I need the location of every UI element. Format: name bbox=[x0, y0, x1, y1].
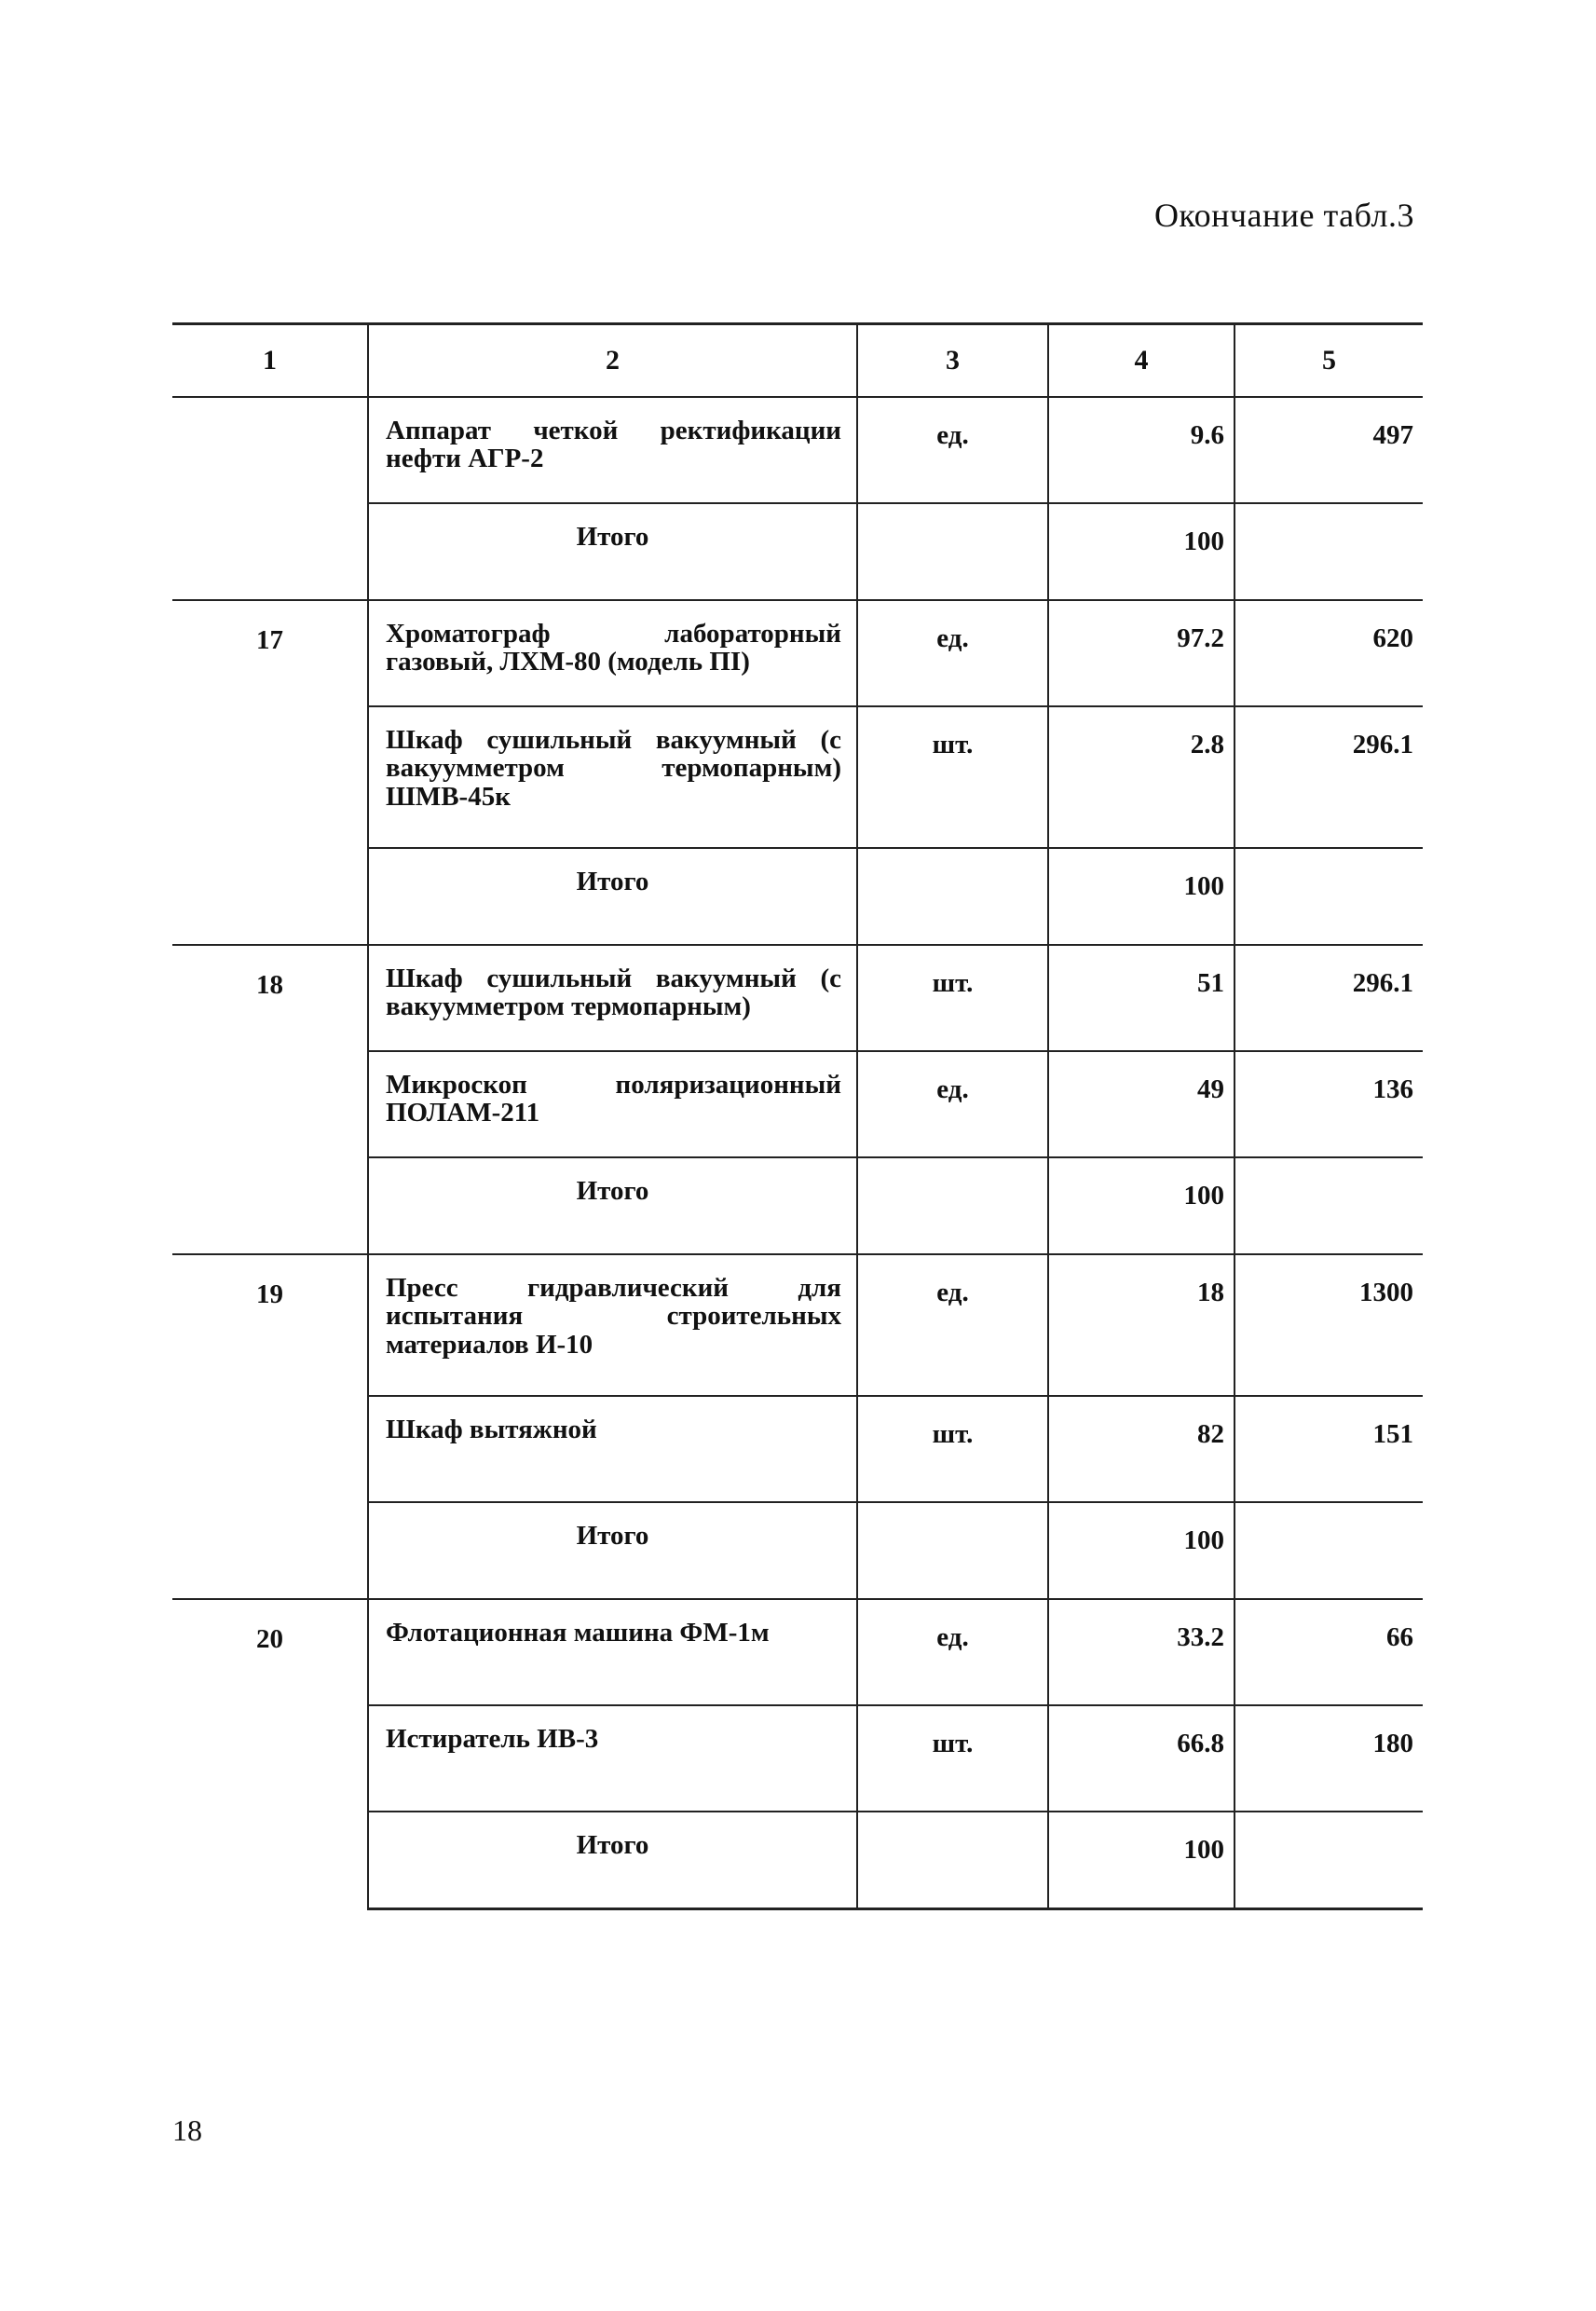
group-number: 18 bbox=[172, 945, 368, 1254]
column-header-3: 3 bbox=[857, 324, 1048, 398]
item-col4: 2.8 bbox=[1048, 706, 1235, 848]
column-header-4: 4 bbox=[1048, 324, 1235, 398]
total-col5 bbox=[1235, 1157, 1423, 1254]
total-col5 bbox=[1235, 848, 1423, 945]
item-col4: 9.6 bbox=[1048, 397, 1235, 503]
column-header-1: 1 bbox=[172, 324, 368, 398]
item-name: Шкаф вытяжной bbox=[368, 1396, 857, 1502]
item-col5: 151 bbox=[1235, 1396, 1423, 1502]
item-unit bbox=[857, 503, 1048, 600]
item-unit bbox=[857, 1502, 1048, 1599]
total-col4: 100 bbox=[1048, 503, 1235, 600]
item-name: Пресс гидравлический для испытания строительных материалов И-10 bbox=[368, 1254, 857, 1396]
item-unit: ед. bbox=[857, 1051, 1048, 1157]
item-name: Аппарат четкой ректификации нефти АГР-2 bbox=[368, 397, 857, 503]
item-col5: 497 bbox=[1235, 397, 1423, 503]
table-row bbox=[172, 397, 1423, 503]
item-col4: 33.2 bbox=[1048, 1599, 1235, 1705]
item-unit bbox=[857, 848, 1048, 945]
group-number bbox=[172, 397, 368, 600]
data-table bbox=[172, 322, 1423, 1910]
item-unit: шт. bbox=[857, 1705, 1048, 1812]
table-row bbox=[172, 1599, 1423, 1705]
total-label: Итого bbox=[368, 848, 857, 945]
column-header-2: 2 bbox=[368, 324, 857, 398]
total-col5 bbox=[1235, 1502, 1423, 1599]
item-col5: 620 bbox=[1235, 600, 1423, 706]
table-row bbox=[172, 1254, 1423, 1396]
item-unit: ед. bbox=[857, 1599, 1048, 1705]
item-col5: 136 bbox=[1235, 1051, 1423, 1157]
item-unit: ед. bbox=[857, 600, 1048, 706]
item-col5: 180 bbox=[1235, 1705, 1423, 1812]
item-unit: шт. bbox=[857, 1396, 1048, 1502]
page-number: 18 bbox=[172, 2113, 202, 2147]
total-col4: 100 bbox=[1048, 1812, 1235, 1909]
item-col4: 66.8 bbox=[1048, 1705, 1235, 1812]
item-unit bbox=[857, 1812, 1048, 1909]
item-unit: ед. bbox=[857, 1254, 1048, 1396]
item-name: Истиратель ИВ-3 bbox=[368, 1705, 857, 1812]
item-name: Флотационная машина ФМ-1м bbox=[368, 1599, 857, 1705]
total-label: Итого bbox=[368, 503, 857, 600]
item-col5: 296.1 bbox=[1235, 945, 1423, 1051]
item-unit: шт. bbox=[857, 706, 1048, 848]
item-col4: 18 bbox=[1048, 1254, 1235, 1396]
group-number: 20 bbox=[172, 1599, 368, 1909]
table-row bbox=[172, 600, 1423, 706]
item-name: Микроскоп поляризационный ПОЛАМ-211 bbox=[368, 1051, 857, 1157]
item-name: Шкаф сушильный вакуумный (с вакуумметром термопарным) ШМВ-45к bbox=[368, 706, 857, 848]
total-label: Итого bbox=[368, 1157, 857, 1254]
total-col4: 100 bbox=[1048, 1502, 1235, 1599]
group-number: 17 bbox=[172, 600, 368, 945]
item-col4: 49 bbox=[1048, 1051, 1235, 1157]
table-row bbox=[172, 945, 1423, 1051]
item-name: Шкаф сушильный вакуумный (с вакуумметром термопарным) bbox=[368, 945, 857, 1051]
group-number: 19 bbox=[172, 1254, 368, 1599]
item-col4: 82 bbox=[1048, 1396, 1235, 1502]
item-unit bbox=[857, 1157, 1048, 1254]
total-col5 bbox=[1235, 1812, 1423, 1909]
item-unit: шт. bbox=[857, 945, 1048, 1051]
total-label: Итого bbox=[368, 1502, 857, 1599]
item-name: Хроматограф лабораторный газовый, ЛХМ-80 (модель ПI) bbox=[368, 600, 857, 706]
item-col5: 66 bbox=[1235, 1599, 1423, 1705]
total-label: Итого bbox=[368, 1812, 857, 1909]
total-col5 bbox=[1235, 503, 1423, 600]
header-row bbox=[172, 324, 1423, 398]
column-header-5: 5 bbox=[1235, 324, 1423, 398]
item-col5: 1300 bbox=[1235, 1254, 1423, 1396]
item-col5: 296.1 bbox=[1235, 706, 1423, 848]
item-col4: 97.2 bbox=[1048, 600, 1235, 706]
item-col4: 51 bbox=[1048, 945, 1235, 1051]
table-caption: Окончание табл.3 bbox=[1153, 197, 1414, 234]
total-col4: 100 bbox=[1048, 848, 1235, 945]
item-unit: ед. bbox=[857, 397, 1048, 503]
total-col4: 100 bbox=[1048, 1157, 1235, 1254]
